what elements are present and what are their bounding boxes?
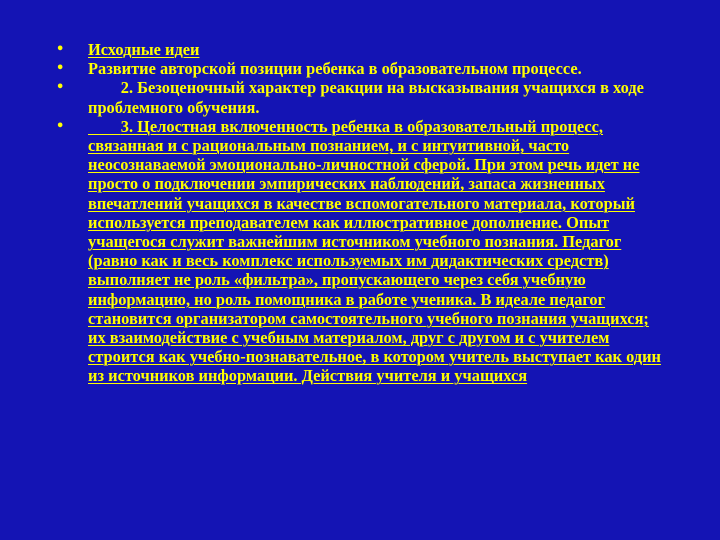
bullet-list bbox=[56, 40, 666, 386]
item-text: Исходные идеи bbox=[88, 40, 200, 59]
bullet-icon: • bbox=[56, 61, 65, 77]
item-indent bbox=[88, 117, 121, 136]
item-text: Развитие авторской позиции ребенка в образовательном процессе. bbox=[88, 59, 582, 79]
list-item-source-ideas bbox=[56, 40, 666, 59]
list-item-non-evaluative bbox=[56, 78, 666, 116]
bullet-icon: • bbox=[56, 80, 65, 96]
item-text: 2. Безоценочный характер реакции на высказывания учащихся в ходе проблемного обучения. bbox=[88, 78, 644, 117]
list-item-author-position bbox=[56, 59, 666, 78]
list-item-holistic-inclusion bbox=[56, 117, 666, 386]
item-text: 3. Целостная включенность ребенка в образовательный процесс, связанная и с рациональным познанием, и с интуитивной, часто неосознаваемой эмоционально-личностной сферой. При этом речь идет не просто о подключении эмпирических наблюдений, запаса жизненных впечатлений учащихся в качестве вспомогательного материала, который используется преподавателем как иллюстративное дополнение. Опыт учащегося служит важнейшим источником учебного познания. Педагог (равно как и весь комплекс используемых им дидактических средств) выполняет не роль «фильтра», пропускающего через себя учебную информацию, но роль помощника в работе ученика. В идеале педагог становится организатором самостоятельного учебного познания учащихся; их взаимодействие с учебным материалом, друг с другом и с учителем строится как учебно-познавательное, в котором учитель выступает как один из источников информации. Действия учителя и учащихся bbox=[88, 116, 661, 386]
bullet-icon: • bbox=[56, 118, 65, 134]
item-indent bbox=[88, 78, 121, 97]
bullet-icon: • bbox=[56, 42, 65, 57]
